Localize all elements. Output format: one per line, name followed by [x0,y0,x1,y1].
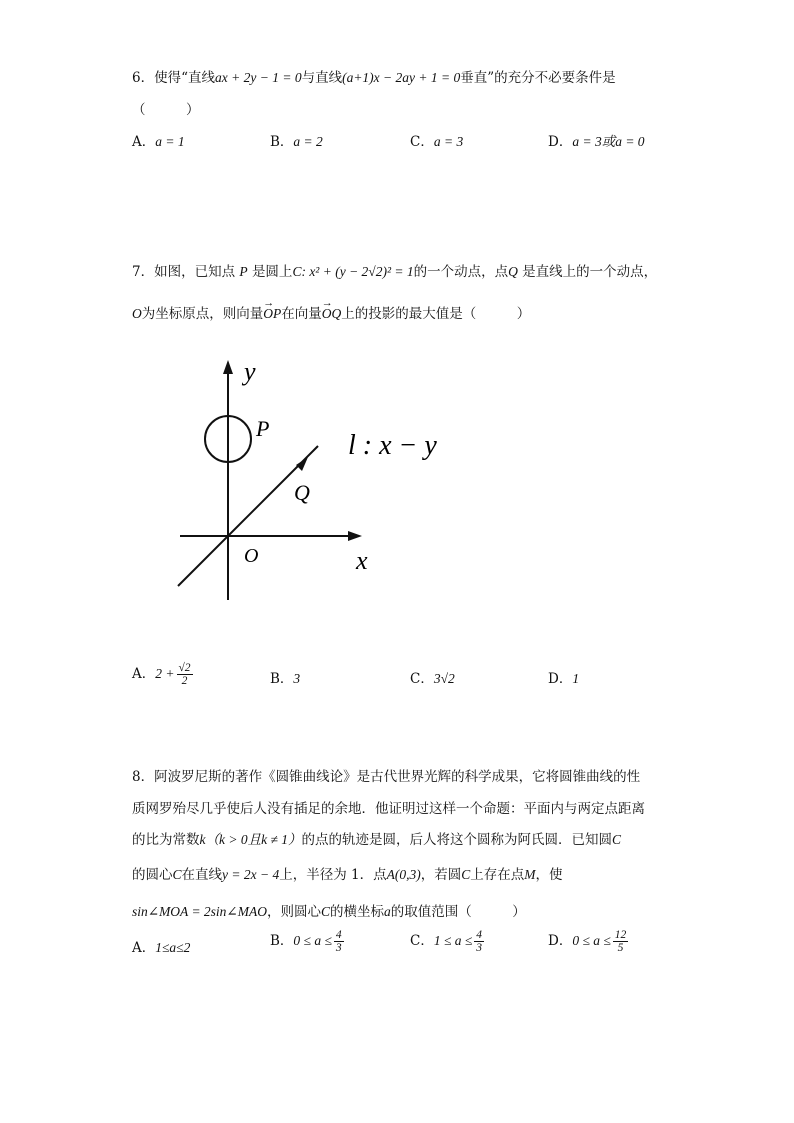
q6-number: 6． [132,70,155,86]
q8-text: 在直线 [181,867,223,883]
option-label: A． [132,666,156,683]
q7-option-d[interactable] [548,667,579,687]
q7-text-d: 是直线上的一个动点， [522,264,658,280]
option-label: B． [270,933,294,950]
fraction [334,929,344,954]
q6-text-c: 垂直”的充分不必要条件是 [460,70,616,86]
option-label: B． [270,671,294,687]
option-value: a = 2 [293,134,323,149]
fraction [177,662,193,687]
option-value: a = 3或a = 0 [572,134,645,149]
q8-circle-label: C [461,867,471,882]
q6-option-c[interactable] [410,130,463,150]
q8-option-c[interactable] [410,929,484,954]
q7-figure [170,350,460,610]
vector-arrow-icon: → [263,297,275,309]
q7-number: 7． [132,264,155,280]
option-label: B． [270,134,294,150]
option-value: 1≤a≤2 [155,940,191,955]
option-label: D． [548,933,573,950]
fraction-denominator: 2 [181,675,188,688]
label-x: x [356,546,368,575]
label-q: Q [294,480,310,505]
q8-point-m: M [524,867,536,882]
q8-option-b[interactable] [270,929,344,954]
q8-line-equation: y = 2x − 4 [222,867,280,882]
q8-sine-condition: sin∠MOA = 2sin∠MAO [132,904,267,919]
q6-text-b: 与直线 [301,70,343,86]
q8-point-a: A(0,3) [386,867,421,882]
q7-text-g: 上的投影的最大值是（ ） [341,306,531,322]
option-value: 3 [293,671,301,686]
vector-arrow-icon: → [321,297,333,309]
vector-op-label: OP [263,306,282,321]
q7-text-c: 的一个动点，点 [413,264,509,280]
option-value: 1 ≤ a ≤ [433,933,473,949]
q8-text: 的点的轨迹是圆，后人将这个圆称为阿氏圆．已知圆 [301,832,612,848]
option-value: 0 ≤ a ≤ [293,933,332,949]
q8-text: 的取值范围（ ） [390,904,526,920]
option-label: C． [410,134,434,150]
q7-vector-oq [321,297,342,321]
q8-number: 8． [132,769,155,785]
q7-text-b: 是圆上 [251,264,293,280]
q8-text: ，则圆心 [266,904,321,920]
label-line-equation: l : x − y [348,430,437,461]
q7-vector-op [263,297,282,321]
q8-stem-line3 [132,828,621,848]
q6-text-a: 使得“直线 [154,70,215,86]
q8-variable-a: a [384,904,391,919]
q8-text: ，若圆 [420,867,462,883]
option-label: C． [410,671,434,687]
fraction-numerator: 4 [476,929,483,941]
q7-point-p: P [239,264,248,279]
option-value: 0 ≤ a ≤ [572,933,611,949]
q8-center-label: C [172,867,182,882]
fraction [613,929,629,954]
option-label: A． [132,134,156,150]
option-value: a = 1 [155,134,185,149]
q8-stem-line5 [132,900,526,920]
q8-circle-label: C [612,832,622,847]
label-y: y [244,357,256,386]
option-label: D． [548,134,573,150]
q8-text: ，使 [535,867,563,883]
q8-text-line1: 阿波罗尼斯的著作《圆锥曲线论》是古代世界光辉的科学成果，它将圆锥曲线的性 [154,769,641,785]
q7-text-a: 如图，已知点 [154,264,236,280]
q7-text-f: 在向量 [281,306,322,322]
option-value: 2 + [155,666,175,682]
q7-option-a[interactable] [132,662,193,687]
y-axis-arrow-icon [223,360,233,374]
q7-stem-line2 [132,297,531,322]
option-value: a = 3 [433,134,464,149]
q8-option-d[interactable] [548,929,628,954]
fraction-denominator: 3 [335,942,342,955]
q8-text: 的比为常数 [132,832,200,848]
q7-text-e: 为坐标原点，则向量 [141,306,264,322]
line-l-arrow-icon [296,457,308,471]
option-label: A． [132,940,156,956]
q7-origin-o: O [132,306,142,321]
q6-line1-equation: ax + 2y − 1 = 0 [215,70,302,85]
q8-text: 上存在点 [470,867,525,883]
q8-center-label: C [320,904,330,919]
q8-text: 的圆心 [132,867,173,883]
q7-circle-equation: C: x² + (y − 2√2)² = 1 [292,264,414,279]
q8-text: 上，半径为 1．点 [279,867,387,883]
q8-option-a[interactable] [132,936,190,956]
q6-option-a[interactable] [132,130,185,150]
vector-oq-label: OQ [321,306,342,321]
fraction [474,929,484,954]
q8-stem-line2: 质网罗殆尽几乎使后人没有插足的余地．他证明过这样一个命题：平面内与两定点距离 [132,801,645,817]
q8-text: 的横坐标 [330,904,384,920]
q7-point-q: Q [508,264,518,279]
q6-answer-blank: （ ） [132,102,200,118]
q6-option-d[interactable] [548,130,645,150]
q7-option-b[interactable] [270,667,300,687]
fraction-denominator: 5 [617,942,624,955]
label-o: O [244,545,259,567]
q8-stem-line1 [132,765,640,785]
x-axis-arrow-icon [348,531,362,541]
label-p: P [256,416,270,441]
fraction-numerator: √2 [178,662,191,674]
q7-stem-line1 [132,260,657,280]
option-label: D． [548,671,573,687]
q6-stem [132,66,616,86]
option-label: C． [410,933,434,950]
q6-option-b[interactable] [270,130,323,150]
fraction-numerator: 4 [335,929,342,941]
fraction-denominator: 3 [476,942,483,955]
option-value: 3√2 [433,671,455,686]
q7-option-c[interactable] [410,667,455,687]
q6-line2-equation: (a+1)x − 2ay + 1 = 0 [342,70,461,85]
fraction-numerator: 12 [614,929,627,941]
option-value: 1 [572,671,580,686]
q8-stem-line4 [132,863,563,883]
q8-ratio-condition: k（k > 0且k ≠ 1） [199,832,302,847]
